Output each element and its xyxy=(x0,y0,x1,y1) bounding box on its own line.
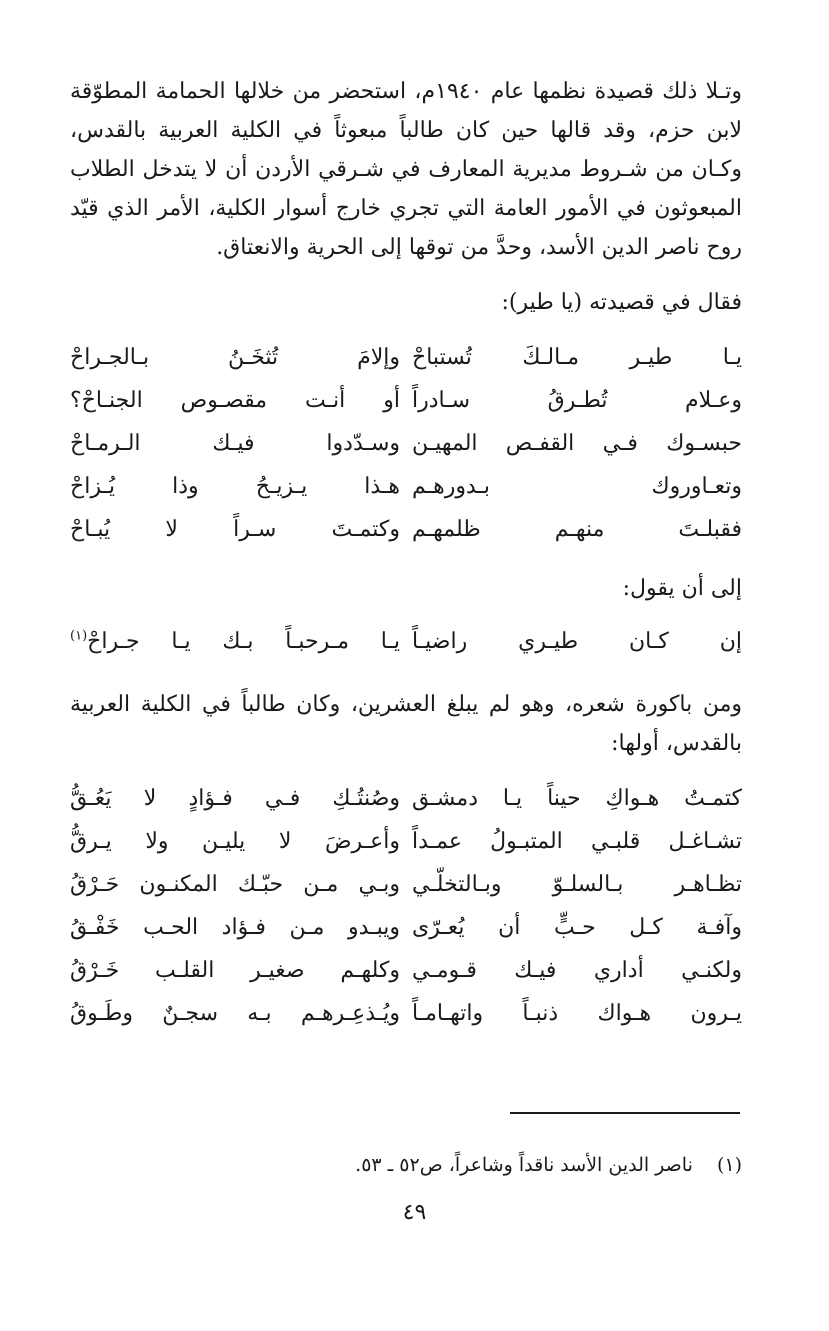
hemistich-first: تشـاغـل قلبـي المتبـولُ عمـداً xyxy=(412,829,742,854)
verse xyxy=(70,465,742,508)
hemistich-second: ويُـذعِـرهـم بـه سجـنٌ وطَـوقُ xyxy=(70,1001,400,1026)
page-body xyxy=(70,72,742,1035)
verse xyxy=(70,336,742,379)
hemistich-first: يـرون هـواك ذنبـاً واتهـامـاً xyxy=(412,1001,742,1026)
hemistich-first: إن كـان طيـري راضيـاً xyxy=(412,629,742,654)
verse xyxy=(70,508,742,551)
hemistich-second: وكلهـم صغيـر القلـب خَـرْقُ xyxy=(70,958,400,983)
hemistich-second: ويبـدو مـن فـؤاد الحـب خَفْـقُ xyxy=(70,915,400,940)
quote-intro: فقال في قصيدته (يا طير): xyxy=(501,290,742,315)
hemistich-first: يـا طيـر مـالـكَ تُستباحْ xyxy=(412,345,742,370)
hemistich-first: حبسـوك فـي القفـص المهيـن xyxy=(412,431,742,456)
page-number: ٤٩ xyxy=(402,1200,427,1225)
hemistich-second: أو أنـت مقصـوص الجنـاحْ؟ xyxy=(70,388,400,413)
verse xyxy=(70,379,742,422)
hemistich-first: وعـلام تُطـرقُ سـادراً xyxy=(412,388,742,413)
hemistich-first: كتمـتُ هـواكِ حيناً يـا دمشـق xyxy=(412,786,742,811)
hemistich-first: وآفـة كـل حـبٍّ أن يُعـرّى xyxy=(412,915,742,940)
intro-paragraph: وتـلا ذلك قصيدة نظمها عام ١٩٤٠م، استحضر من خلالها الحمامة المطوّقة لابن حزم، وقد قالها حين كان طالباً مبعوثاً في الكلية العربية بالقدس، وكـان من شـروط مديرية المعارف في شـرقي الأردن أن لا يتدخل الطلاب المبعوثون في الأمور العامة التي تجري خارج أسوار الكلية، الأمر الذي قيّد روح ناصر الدين الأسد، وحدَّ من توقها إلى الحرية والانعتاق. xyxy=(70,79,742,260)
footnote-number: (١) xyxy=(716,1154,742,1176)
verse xyxy=(70,863,742,906)
footnote-divider xyxy=(510,1112,740,1114)
verse xyxy=(70,906,742,949)
hemistich-first: تظـاهـر بـالسلـوّ وبـالتخلّـي xyxy=(412,872,742,897)
first-poetry-paragraph: ومن باكورة شعره، وهو لم يبلغ العشرين، وكان طالباً في الكلية العربية بالقدس، أولها: xyxy=(70,692,742,756)
hemistich-first: وتعـاوروك بـدورهـم xyxy=(412,474,742,499)
hemistich-first: ولكنـي أداري فيـك قـومـي xyxy=(412,958,742,983)
hemistich-second xyxy=(70,620,400,663)
hemistich-second: وسـدّدوا فيـك الـرمـاحْ xyxy=(70,431,400,456)
poem-final-verse xyxy=(70,620,742,663)
hemistich-second: وكتمـتَ سـراً لا يُبـاحْ xyxy=(70,517,400,542)
poem-damascus xyxy=(70,777,742,1035)
verse xyxy=(70,820,742,863)
hemistich-second: وصُنتُـكِ فـي فـؤادٍ لا يَعُـقُّ xyxy=(70,786,400,811)
hemistich-first: فقبلـتَ منهـم ظلمهـم xyxy=(412,517,742,542)
verse xyxy=(70,992,742,1035)
transition-line: إلى أن يقول: xyxy=(622,576,742,601)
verse xyxy=(70,777,742,820)
footnote-text: ناصر الدين الأسد ناقداً وشاعراً، ص٥٢ ـ ٥٣. xyxy=(355,1154,693,1176)
poem-ya-tayr xyxy=(70,336,742,551)
hemistich-second: وإلامَ تُثخَـنُ بـالجـراحْ xyxy=(70,345,400,370)
verse xyxy=(70,949,742,992)
hemistich-second: وبـي مـن حبّـك المكنـون حَـرْقُ xyxy=(70,872,400,897)
hemistich-second: وأعـرضَ لا يليـن ولا يـرقُّ xyxy=(70,829,400,854)
hemistich-second: هـذا يـزيـحُ وذا يُـزاحْ xyxy=(70,474,400,499)
hemistich-text: يـا مـرحبـاً بـك يـا جـراحْ xyxy=(87,629,400,654)
footnote-reference: (١) xyxy=(70,628,88,644)
footnote xyxy=(70,1150,742,1180)
verse xyxy=(70,422,742,465)
verse xyxy=(70,620,742,663)
